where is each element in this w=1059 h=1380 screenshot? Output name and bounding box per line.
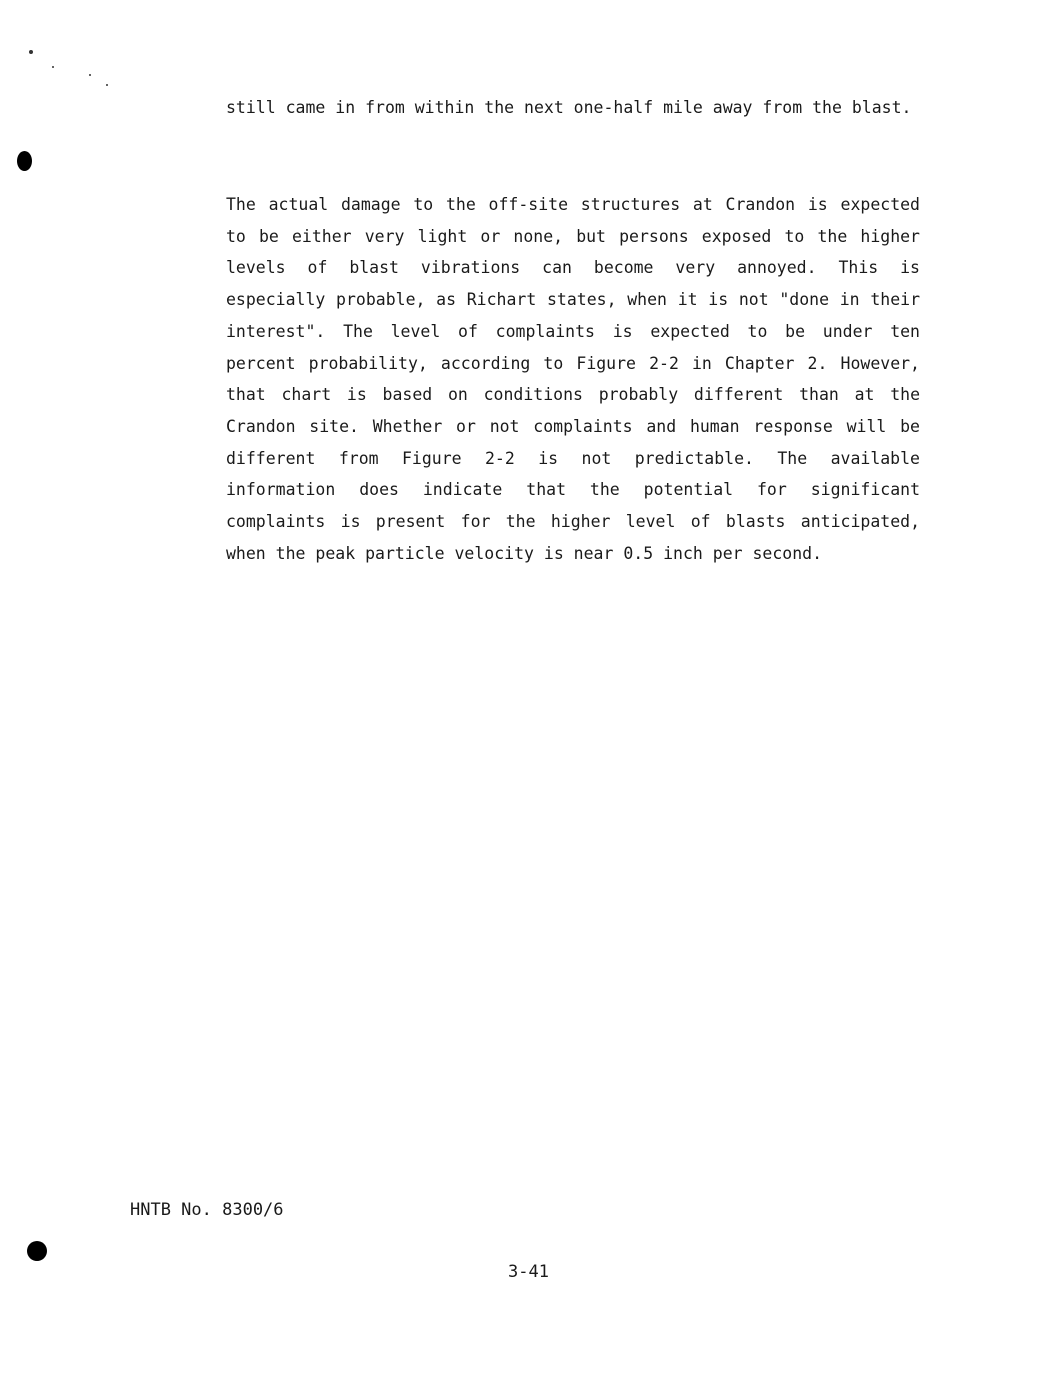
punch-hole-mark (17, 151, 32, 171)
scan-speck (89, 74, 91, 76)
scan-speck (52, 66, 54, 68)
scan-speck (106, 84, 108, 86)
page-number: 3-41 (508, 1262, 549, 1282)
punch-hole-mark (27, 1241, 47, 1261)
paragraph-continuation: still came in from within the next one-half mile away from the blast. (226, 98, 912, 117)
scan-speck (29, 50, 33, 54)
document-id: HNTB No. 8300/6 (130, 1200, 284, 1220)
paragraph-blast-damage: The actual damage to the off-site structures at Crandon is expected to be either very light or none, but persons exposed to the higher levels of blast vibrations can become very annoyed. This is especially probable, as Richart states, when it is not "done in their interest". The level of complaints is expected to be under ten percent probability, according to Figure 2-2 in Chapter 2. However, that chart is based on conditions probably different than at the Crandon site. Whether or not complaints and human response will be different from Figure 2-2 is not predictable. The available information does indicate that the potential for significant complaints is present for the higher level of blasts anticipated, when the peak particle velocity is near 0.5 inch per second. (226, 195, 920, 563)
